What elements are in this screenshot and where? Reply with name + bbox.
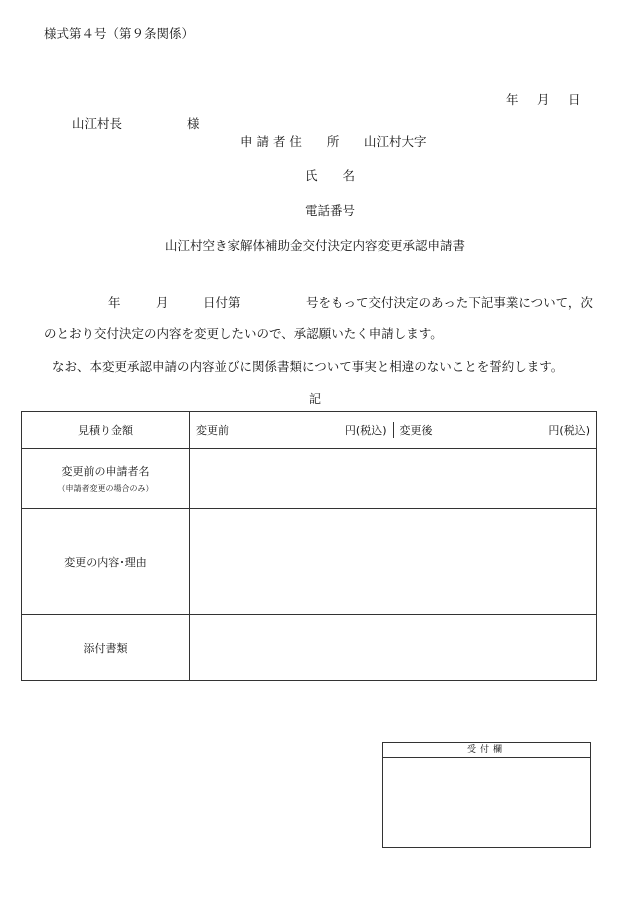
body-year: 年 (108, 295, 121, 310)
addressee-honorific: 様 (187, 116, 200, 131)
applicant-phone-label: 電話番号 (305, 203, 356, 218)
receipt-title: 受付欄 (383, 743, 590, 758)
details-table (21, 411, 597, 681)
date-year: 年 (506, 92, 519, 107)
prev-applicant-row (22, 449, 597, 509)
document-title: 山江村空き家解体補助金交付決定内容変更承認申請書 (164, 238, 465, 253)
ki-heading: 記 (308, 392, 321, 406)
after-yen: 円(税込) (548, 424, 590, 437)
prev-applicant-note: （申請者変更の場合のみ） (57, 484, 154, 493)
attachments-row (22, 615, 597, 681)
before-label: 変更前 (196, 424, 229, 437)
estimate-label: 見積り金額 (22, 412, 190, 449)
applicant-name-label: 氏 名 (305, 168, 356, 183)
body-line1-rest: 号をもって交付決定のあった下記事業について，次 (306, 295, 593, 310)
body-line3: なお、本変更承認申請の内容並びに関係書類について事実と相違のないことを誓約します。 (52, 359, 564, 374)
prev-applicant-label: 変更前の申請者名 (61, 465, 150, 478)
attachments-field[interactable] (190, 615, 597, 681)
before-yen: 円(税込) (344, 424, 387, 437)
date-month: 月 (537, 92, 550, 107)
body-line2: のとおり交付決定の内容を変更したいので、承認願いたく申請します。 (44, 326, 443, 341)
after-amount-field[interactable] (393, 422, 597, 438)
prev-applicant-label-cell (22, 449, 190, 509)
estimate-cell (190, 412, 597, 449)
change-row (22, 509, 597, 615)
body-dated: 日付第 (203, 295, 241, 310)
applicant-address-value: 山江村大字 (364, 134, 427, 149)
change-field[interactable] (190, 509, 597, 615)
receipt-field[interactable] (383, 758, 590, 848)
receipt-box (382, 742, 591, 848)
prev-applicant-field[interactable] (190, 449, 597, 509)
form-number: 様式第４号（第９条関係） (44, 26, 195, 41)
addressee-name: 山江村長 (72, 116, 123, 131)
before-amount-field[interactable] (190, 422, 393, 438)
after-label: 変更後 (399, 424, 433, 437)
body-month: 月 (156, 295, 169, 310)
estimate-row (22, 412, 597, 449)
date-day: 日 (568, 92, 581, 107)
change-label: 変更の内容･理由 (22, 509, 190, 615)
attachments-label: 添付書類 (22, 615, 190, 681)
applicant-address-label: 申 請 者 住 所 (240, 134, 340, 149)
